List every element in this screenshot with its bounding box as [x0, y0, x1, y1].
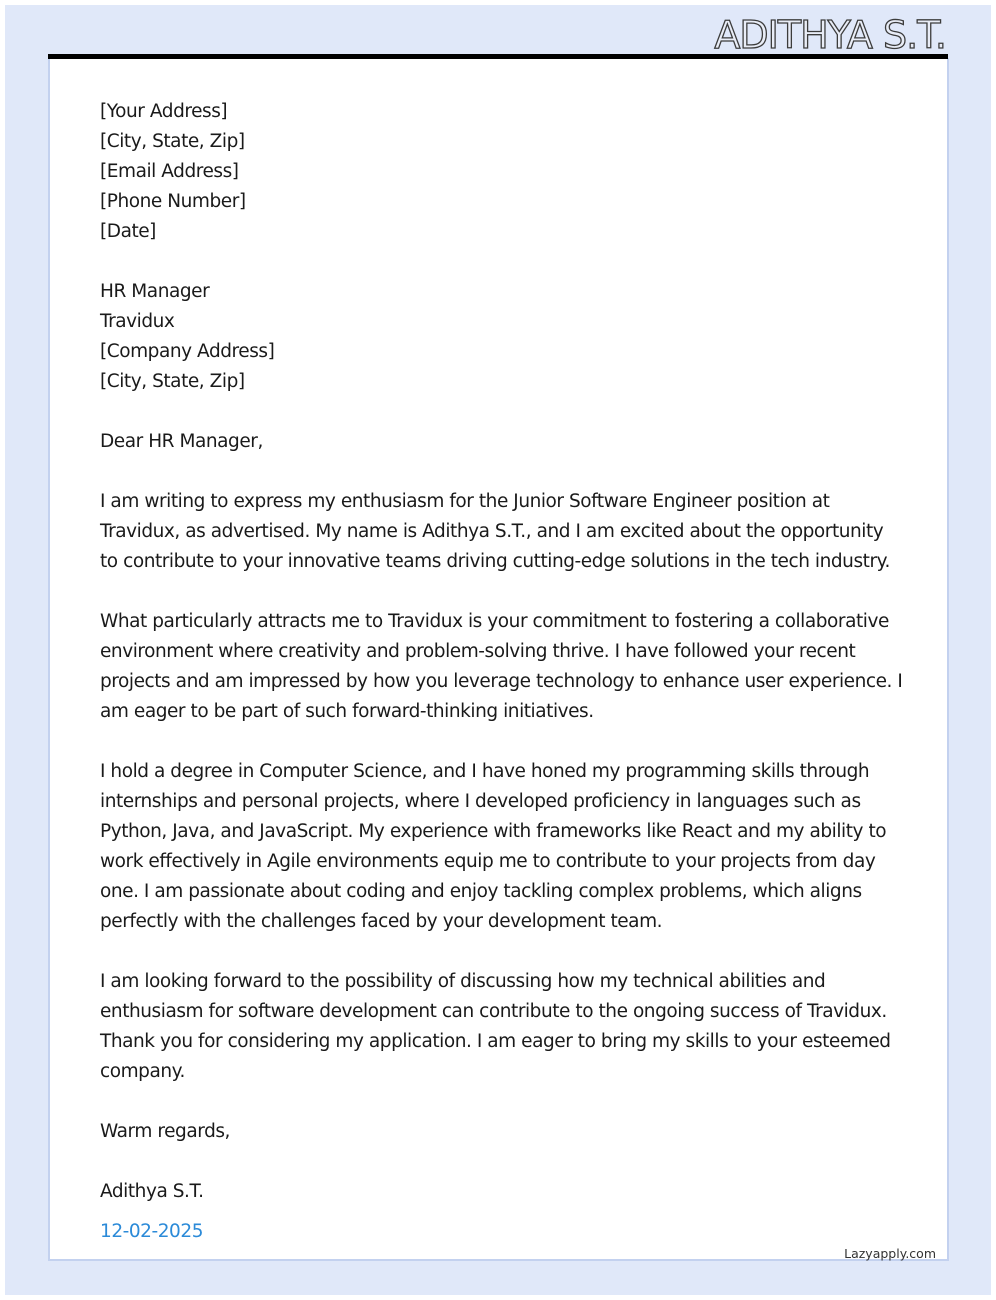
- paragraph-line: What particularly attracts me to Travidux is your commitment to fostering a collaborative: [100, 611, 889, 632]
- sender-address: [Your Address]: [100, 101, 228, 122]
- paragraph-closing: [100, 967, 900, 1087]
- paragraph-line: company.: [100, 1061, 185, 1082]
- applicant-name-heading: ADITHYA S.T.: [714, 13, 946, 57]
- recipient-address: [Company Address]: [100, 341, 275, 362]
- paragraph-line: internships and personal projects, where I developed proficiency in languages such as: [100, 791, 861, 812]
- recipient-block: [100, 277, 900, 397]
- paragraph-line: work effectively in Agile environments equip me to contribute to your projects from day: [100, 851, 876, 872]
- closing-phrase: Warm regards,: [100, 1121, 230, 1142]
- paragraph-line: I hold a degree in Computer Science, and I have honed my programming skills through: [100, 761, 870, 782]
- paragraph-line: I am writing to express my enthusiasm for the Junior Software Engineer position at: [100, 491, 830, 512]
- letter-body: [100, 97, 903, 1207]
- paragraph-line: am eager to be part of such forward-thinking initiatives.: [100, 701, 594, 722]
- paragraph-qualifications: [100, 757, 900, 937]
- sender-block: [100, 97, 900, 247]
- recipient-title: HR Manager: [100, 281, 210, 302]
- sender-date: [Date]: [100, 221, 156, 242]
- paragraph-line: enthusiasm for software development can contribute to the ongoing success of Travidux.: [100, 1001, 887, 1022]
- signed-date: 12-02-2025: [100, 1221, 204, 1242]
- recipient-city-state-zip: [City, State, Zip]: [100, 371, 245, 392]
- sender-email: [Email Address]: [100, 161, 239, 182]
- paragraph-line: one. I am passionate about coding and enjoy tackling complex problems, which aligns: [100, 881, 862, 902]
- paragraph-motivation: [100, 607, 903, 727]
- paragraph-line: Thank you for considering my application. I am eager to bring my skills to your esteemed: [100, 1031, 891, 1052]
- salutation: Dear HR Manager,: [100, 431, 263, 452]
- paragraph-line: projects and am impressed by how you leverage technology to enhance user experience. I: [100, 671, 903, 692]
- sender-city-state-zip: [City, State, Zip]: [100, 131, 245, 152]
- paragraph-line: Travidux, as advertised. My name is Adithya S.T., and I am excited about the opportunity: [100, 521, 884, 542]
- paragraph-intro: [100, 487, 900, 577]
- signature: Adithya S.T.: [100, 1181, 204, 1202]
- paragraph-line: I am looking forward to the possibility of discussing how my technical abilities and: [100, 971, 826, 992]
- paragraph-line: Python, Java, and JavaScript. My experience with frameworks like React and my ability to: [100, 821, 887, 842]
- recipient-company: Travidux: [100, 311, 175, 332]
- footer-brand: Lazyapply.com: [844, 1246, 936, 1261]
- paragraph-line: perfectly with the challenges faced by your development team.: [100, 911, 663, 932]
- paragraph-line: environment where creativity and problem-solving thrive. I have followed your recent: [100, 641, 856, 662]
- sender-phone: [Phone Number]: [100, 191, 246, 212]
- paragraph-line: to contribute to your innovative teams driving cutting-edge solutions in the tech industry.: [100, 551, 890, 572]
